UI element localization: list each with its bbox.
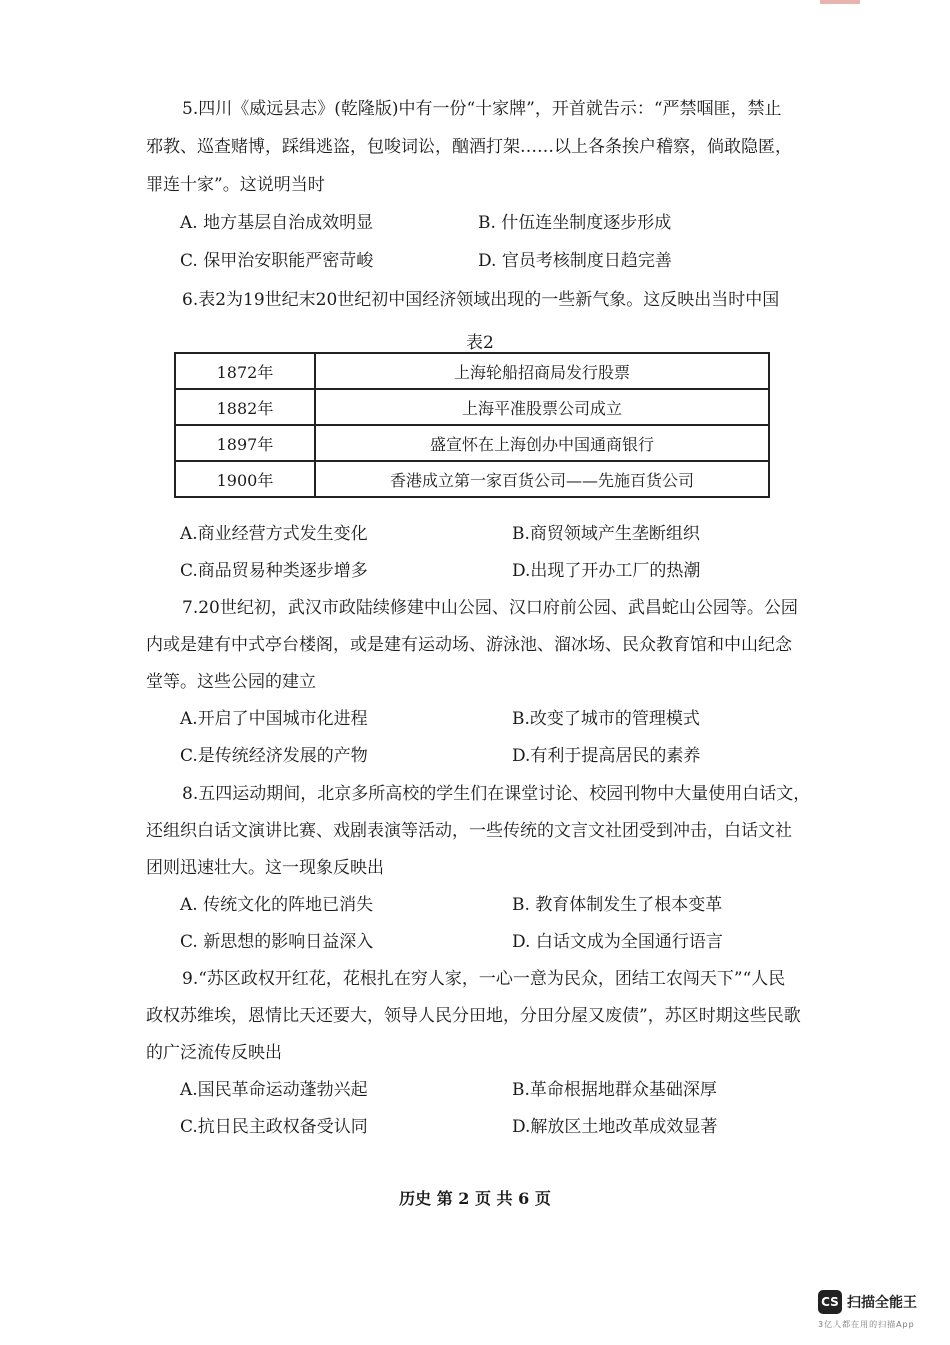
q7-option-b: B.改变了城市的管理模式 <box>512 709 700 729</box>
q9-option-a: A.国民革命运动蓬勃兴起 <box>180 1080 368 1100</box>
q9-option-c: C.抗日民主政权备受认同 <box>180 1117 368 1137</box>
table-row <box>175 353 769 389</box>
q7-stem-line-1: 7.20世纪初，武汉市政陆续修建中山公园、汉口府前公园、武昌蛇山公园等。公园 <box>182 598 798 618</box>
q8-option-c: C. 新思想的影响日益深入 <box>180 932 374 952</box>
q9-option-b: B.革命根据地群众基础深厚 <box>512 1080 717 1100</box>
q9-stem-line-1: 9.“苏区政权开红花，花根扎在穷人家，一心一意为民众，团结工农闯天下”“人民 <box>182 969 786 989</box>
table-cell-year: 1897年 <box>175 425 315 461</box>
table-cell-event: 盛宣怀在上海创办中国通商银行 <box>315 425 769 461</box>
q5-option-d: D. 官员考核制度日趋完善 <box>478 251 672 271</box>
table-cell-year: 1872年 <box>175 353 315 389</box>
q8-option-d: D. 白话文成为全国通行语言 <box>512 932 723 952</box>
page-footer: 历史 第 2 页 共 6 页 <box>399 1189 551 1208</box>
q6-option-b: B.商贸领域产生垄断组织 <box>512 524 700 544</box>
q7-option-c: C.是传统经济发展的产物 <box>180 746 368 766</box>
q7-option-a: A.开启了中国城市化进程 <box>180 709 368 729</box>
watermark-app-name: 扫描全能王 <box>847 1295 917 1311</box>
q6-option-a: A.商业经营方式发生变化 <box>180 524 368 544</box>
q7-option-d: D.有利于提高居民的素养 <box>512 746 701 766</box>
q5-option-c: C. 保甲治安职能严密苛峻 <box>180 251 374 271</box>
q8-stem-line-2: 还组织白话文演讲比赛、戏剧表演等活动，一些传统的文言文社团受到冲击，白话文社 <box>146 821 792 841</box>
q6-option-c: C.商品贸易种类逐步增多 <box>180 561 368 581</box>
q5-stem-line-2: 邪教、巡查赌博，踩缉逃盗，包唆词讼，酗酒打架……以上各条挨户稽察，倘敢隐匿， <box>146 137 792 157</box>
q6-option-d: D.出现了开办工厂的热潮 <box>512 561 701 581</box>
table-cell-event: 上海平准股票公司成立 <box>315 389 769 425</box>
top-corner-mark <box>820 0 860 4</box>
q8-stem-line-1: 8.五四运动期间，北京多所高校的学生们在课堂讨论、校园刊物中大量使用白话文， <box>182 784 811 804</box>
q9-stem-line-3: 的广泛流传反映出 <box>146 1043 282 1063</box>
table-cell-event: 香港成立第一家百货公司——先施百货公司 <box>315 461 769 497</box>
table-cell-year: 1900年 <box>175 461 315 497</box>
q5-option-a: A. 地方基层自治成效明显 <box>180 213 374 233</box>
table-cell-year: 1882年 <box>175 389 315 425</box>
q7-stem-line-3: 堂等。这些公园的建立 <box>146 672 316 692</box>
scanner-watermark <box>818 1290 917 1314</box>
table-2 <box>174 352 770 498</box>
q5-stem-line-3: 罪连十家”。这说明当时 <box>146 175 325 195</box>
q5-option-b: B. 什伍连坐制度逐步形成 <box>478 213 672 233</box>
table-row <box>175 425 769 461</box>
table-row <box>175 389 769 425</box>
q8-option-a: A. 传统文化的阵地已消失 <box>180 895 374 915</box>
q9-option-d: D.解放区土地改革成效显著 <box>512 1117 718 1137</box>
table-row <box>175 461 769 497</box>
q9-stem-line-2: 政权苏维埃，恩情比天还要大，领导人民分田地，分田分屋又废债”，苏区时期这些民歌 <box>146 1006 801 1026</box>
q8-option-b: B. 教育体制发生了根本变革 <box>512 895 723 915</box>
q5-stem-line-1: 5.四川《威远县志》(乾隆版)中有一份“十家牌”，开首就告示：“严禁啯匪，禁止 <box>182 99 782 119</box>
table-cell-event: 上海轮船招商局发行股票 <box>315 353 769 389</box>
q7-stem-line-2: 内或是建有中式亭台楼阁，或是建有运动场、游泳池、溜冰场、民众教育馆和中山纪念 <box>146 635 792 655</box>
camscanner-logo-icon: CS <box>818 1290 842 1314</box>
table-caption: 表2 <box>466 333 494 353</box>
watermark-tagline: 3亿人都在用的扫描App <box>818 1320 915 1329</box>
q8-stem-line-3: 团则迅速壮大。这一现象反映出 <box>146 858 384 878</box>
q6-stem: 6.表2为19世纪末20世纪初中国经济领域出现的一些新气象。这反映出当时中国 <box>182 290 780 310</box>
